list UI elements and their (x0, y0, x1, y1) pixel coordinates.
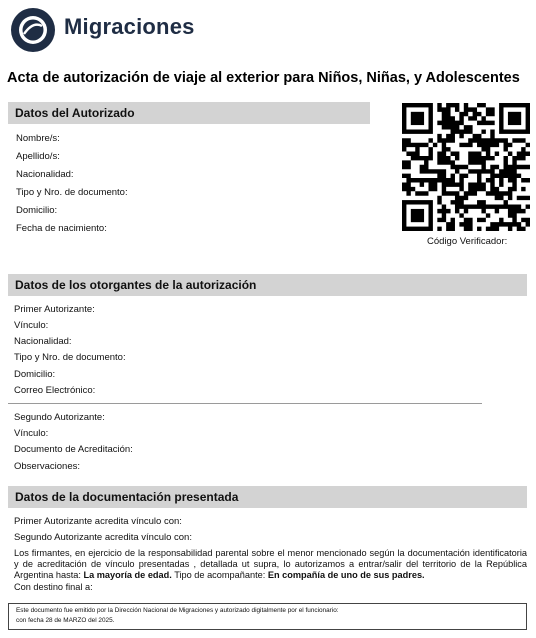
field-domicilio: Domicilio: (16, 205, 58, 216)
field-documento: Tipo y Nro. de documento: (16, 187, 128, 198)
field-observaciones: Observaciones: (14, 461, 81, 472)
field-nombre: Nombre/s: (16, 133, 60, 144)
field-documento-1: Tipo y Nro. de documento: (14, 352, 126, 363)
document-title: Acta de autorización de viaje al exterior para Niños, Niñas, y Adolescentes (7, 70, 520, 86)
footer-line-1: Este documento fue emitido por la Dirección Nacional de Migraciones y autorizado digitalmente por el funcionario: (16, 607, 339, 614)
acompanante-label: Tipo de acompañante: (174, 570, 266, 580)
field-nacionalidad-1: Nacionalidad: (14, 336, 72, 347)
field-documento-acreditacion: Documento de Acreditación: (14, 444, 133, 455)
field-primer-acredita: Primer Autorizante acredita vínculo con: (14, 516, 182, 527)
footer-line-2: con fecha 28 de MARZO del 2025. (16, 617, 115, 624)
field-segundo-autorizante: Segundo Autorizante: (14, 412, 105, 423)
field-apellido: Apellido/s: (16, 151, 60, 162)
field-vinculo-1: Vínculo: (14, 320, 49, 331)
field-primer-autorizante: Primer Autorizante: (14, 304, 95, 315)
section-heading-autorizado: Datos del Autorizado (8, 102, 370, 124)
field-nacionalidad: Nacionalidad: (16, 169, 74, 180)
section-heading-otorgantes: Datos de los otorgantes de la autorización (8, 274, 527, 296)
destino-label: Con destino final a: (14, 582, 93, 592)
migraciones-logo-icon (10, 7, 56, 53)
divider (8, 403, 482, 404)
acompanante-value: En compañía de uno de sus padres. (267, 570, 425, 580)
qr-code (402, 103, 530, 231)
qr-label: Código Verificador: (427, 236, 508, 247)
brand-name: Migraciones (64, 14, 195, 39)
section-heading-documentacion: Datos de la documentación presentada (8, 486, 527, 508)
field-vinculo-2: Vínculo: (14, 428, 49, 439)
field-domicilio-1: Domicilio: (14, 369, 56, 380)
field-segundo-acredita: Segundo Autorizante acredita vínculo con: (14, 532, 192, 543)
authorization-paragraph (14, 548, 527, 581)
field-correo-1: Correo Electrónico: (14, 385, 96, 396)
hasta-value: La mayoría de edad. (83, 570, 172, 580)
paragraph-text: Los firmantes, en ejercicio de la responsabilidad parental sobre el menor mencionado según la documentación identificatoria y de acreditación de vínculo presentadas , detallada ut supra, lo autorizamos a entrar/salir del territorio de la República Argentina hasta: (14, 548, 527, 580)
field-fecha-nacimiento: Fecha de nacimiento: (16, 223, 107, 234)
